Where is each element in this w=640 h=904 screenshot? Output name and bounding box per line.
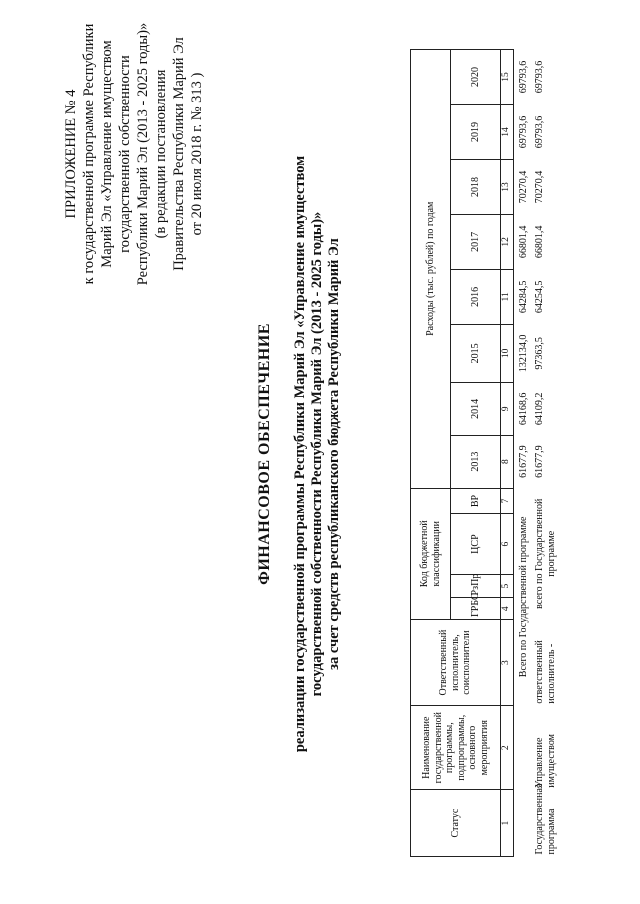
appendix-line: Марий Эл «Управление имуществом	[99, 40, 115, 268]
header-program-name: Наименование государственной программы, подпрограммы, основного мероприятия	[411, 706, 501, 790]
page-subtitle	[292, 114, 343, 794]
header-year: 2019	[451, 105, 501, 160]
total-label: Всего по Государственной программе	[517, 516, 529, 678]
header-expenses: Расходы (тыс. рублей) по годам	[411, 50, 451, 489]
row-value: 61677,9	[534, 445, 545, 478]
header-year: 2015	[451, 324, 501, 382]
total-value: 69793,6	[517, 115, 529, 149]
appendix-header	[62, 0, 206, 344]
total-value: 132134,0	[517, 334, 529, 373]
subtitle-line: реализации государственной программы Республики Марий Эл «Управление имуществом	[292, 155, 308, 753]
column-number: 6	[501, 514, 514, 574]
header-status: Статус	[411, 790, 501, 857]
header-year: 2020	[451, 50, 501, 105]
total-row	[513, 50, 530, 857]
header-rzpr: РзПр	[451, 574, 501, 598]
total-value: 61677,9	[517, 445, 529, 478]
column-number: 15	[501, 50, 514, 105]
column-number: 14	[501, 105, 514, 160]
total-value: 66801,4	[517, 225, 529, 259]
total-value: 70270,4	[517, 170, 529, 204]
total-value: 64284,5	[517, 280, 529, 314]
row-value: 70270,4	[534, 170, 545, 204]
row-value: 97363,5	[534, 337, 545, 370]
column-number: 7	[501, 488, 514, 514]
header-year: 2016	[451, 269, 501, 324]
table-row	[530, 50, 558, 857]
column-number: 2	[501, 706, 514, 790]
header-executor: Ответственный исполнитель, соисполнители	[411, 619, 501, 705]
row-status: Государственная программа	[534, 783, 557, 855]
total-value: 64168,6	[517, 392, 529, 426]
total-value: 69793,6	[517, 60, 529, 94]
column-number: 12	[501, 214, 514, 269]
header-vr: ВР	[451, 488, 501, 514]
row-executor: ответственный исполнитель -	[534, 640, 557, 704]
column-number: 11	[501, 269, 514, 324]
row-value: 66801,4	[534, 225, 545, 259]
appendix-line: ПРИЛОЖЕНИЕ № 4	[63, 89, 79, 219]
row-value: 69793,6	[534, 115, 545, 149]
header-year: 2017	[451, 214, 501, 269]
appendix-line: государственной собственности	[117, 55, 133, 253]
subtitle-line: государственной собственности Республики Марий Эл (2013 - 2025 годы)»	[309, 211, 325, 697]
appendix-line: Правительства Республики Марий Эл	[171, 37, 187, 271]
header-year: 2014	[451, 383, 501, 436]
row-value: 64109,2	[534, 392, 545, 426]
column-number: 5	[501, 574, 514, 598]
appendix-line: Республики Марий Эл (2013 - 2025 годы)»	[135, 22, 151, 286]
header-budget-code: Код бюджетной классификации	[411, 488, 451, 619]
appendix-line: от 20 июля 2018 г. № 313 )	[189, 72, 205, 236]
header-year: 2013	[451, 435, 501, 488]
page-title: ФИНАНСОВОЕ ОБЕСПЕЧЕНИЕ	[256, 323, 273, 585]
row-value: 69793,6	[534, 60, 545, 94]
appendix-line: (в редакции постановления	[153, 69, 169, 239]
column-number: 1	[501, 790, 514, 857]
appendix-line: к государственной программе Республики	[81, 23, 97, 285]
header-csr: ЦСР	[451, 514, 501, 574]
column-number: 4	[501, 598, 514, 620]
title-block	[256, 114, 343, 794]
subtitle-line: за счет средств республиканского бюджета Республики Марий Эл	[326, 238, 342, 670]
row-value: 64254,5	[534, 280, 545, 314]
column-number: 10	[501, 324, 514, 382]
column-numbers-row	[501, 50, 514, 857]
financing-table	[410, 49, 558, 857]
column-number: 8	[501, 435, 514, 488]
row-program-name: Управление имуществом	[534, 734, 557, 788]
row-code-text: всего по Государственной программе	[534, 498, 557, 609]
header-grbs: ГРБС	[451, 598, 501, 620]
column-number: 9	[501, 383, 514, 436]
header-year: 2018	[451, 160, 501, 215]
column-number: 13	[501, 160, 514, 215]
column-number: 3	[501, 619, 514, 705]
